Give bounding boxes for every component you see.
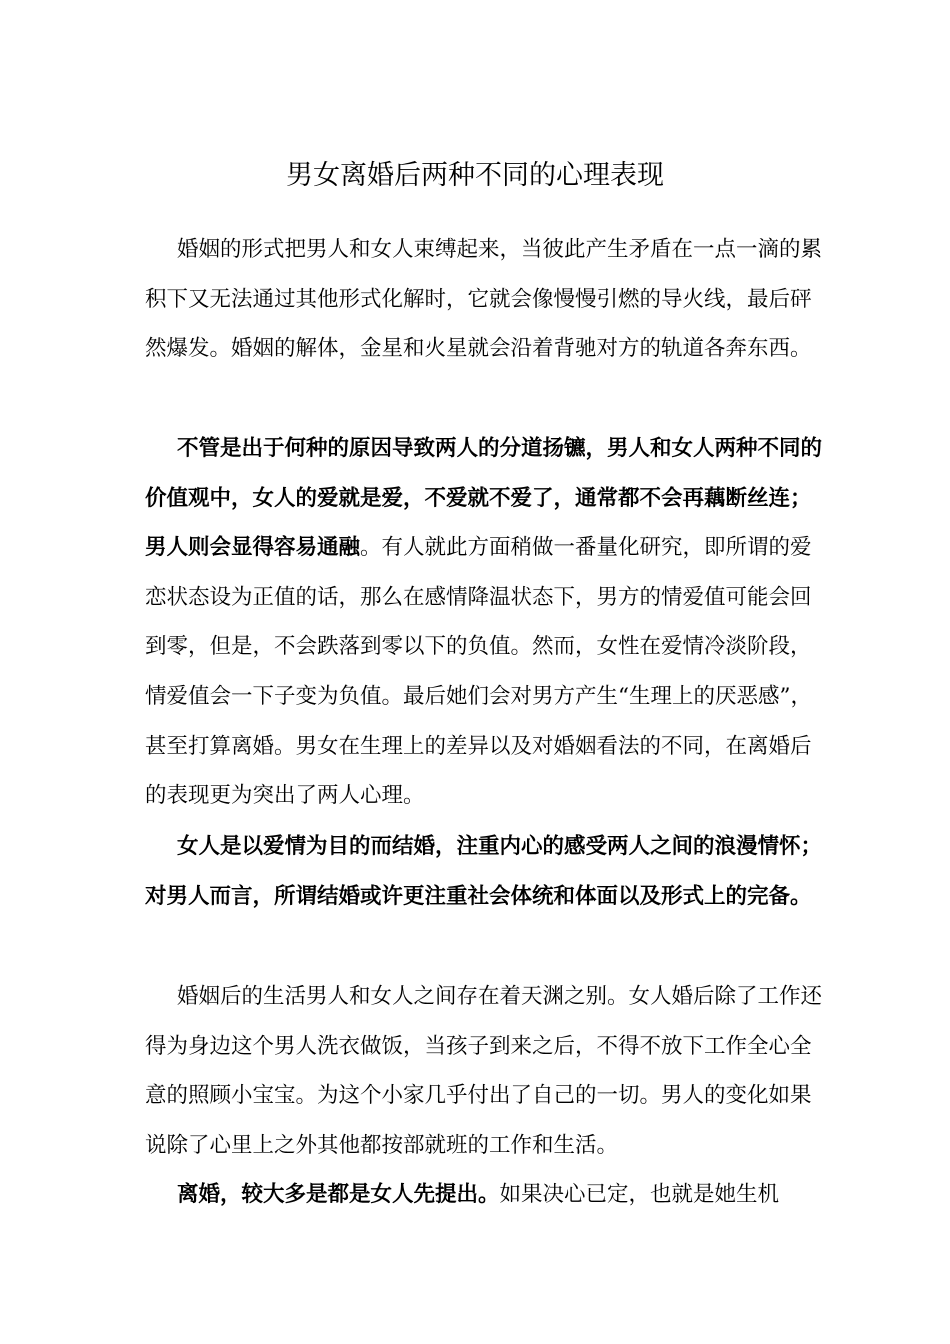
paragraph-4-text: 婚姻后的生活男人和女人之间存在着天渊之别。女人婚后除了工作还得为身边这个男人洗衣做饭，当孩子到来之后，不得不放下工作全心全意的照顾小宝宝。为这个小家几乎付出了自己的一切。男人的变化如果说除了心里上之外其他都按部就班的工作和生活。: [145, 984, 823, 1158]
paragraph-5: [145, 1170, 825, 1220]
paragraph-1: [145, 225, 825, 374]
paragraph-2: [145, 424, 825, 821]
paragraph-3-bold-text: 女人是以爱情为目的而结婚，注重内心的感受两人之间的浪漫情怀；对男人而言，所谓结婚或许更注重社会体统和体面以及形式上的完备。: [145, 834, 823, 909]
paragraph-2-text: 。有人就此方面稍做一番量化研究，即所谓的爱恋状态设为正值的话，那么在感情降温状态下，男方的情爱值可能会回到零，但是，不会跌落到零以下的负值。然而，女性在爱情冷淡阶段，情爱值会一下子变为负值。最后她们会对男方产生“生理上的厌恶感”，甚至打算离婚。男女在生理上的差异以及对婚姻看法的不同，在离婚后的表现更为突出了两人心理。: [145, 535, 812, 809]
paragraph-5-text: 如果决心已定，也就是她生机: [499, 1182, 780, 1207]
paragraph-5-bold-text: 离婚，较大多是都是女人先提出。: [177, 1182, 500, 1207]
paragraph-4: [145, 972, 825, 1170]
paragraph-3: [145, 822, 825, 921]
paragraph-1-text: 婚姻的形式把男人和女人束缚起来，当彼此产生矛盾在一点一滴的累积下又无法通过其他形式化解时，它就会像慢慢引燃的导火线，最后砰然爆发。婚姻的解体，金星和火星就会沿着背驰对方的轨道各奔东西。: [145, 237, 823, 362]
document-title: 男女离婚后两种不同的心理表现: [286, 160, 664, 191]
paragraph-2-bold-text: 不管是出于何种的原因导致两人的分道扬镳，男人和女人两种不同的价值观中，女人的爱就是爱，不爱就不爱了，通常都不会再藕断丝连；男人则会显得容易通融: [145, 436, 823, 561]
